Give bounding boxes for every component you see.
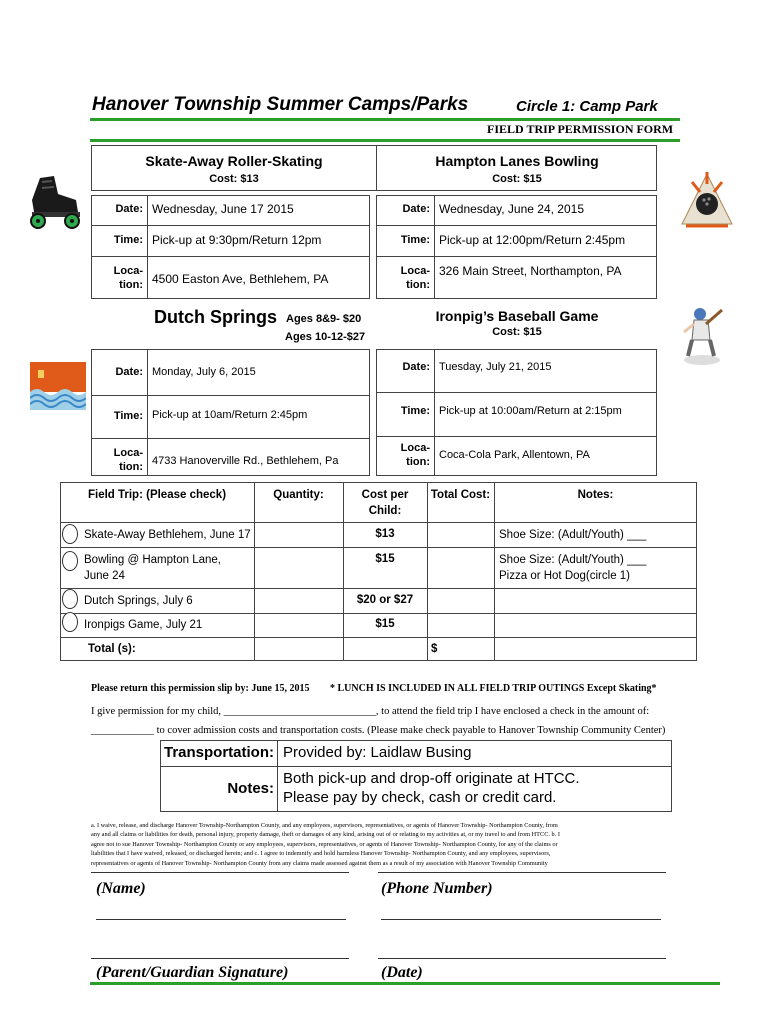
bowling-location-label-1: Loca- [400, 265, 430, 277]
bowling-location: 326 Main Street, Northampton, PA [439, 264, 622, 278]
dutch-date-label: Date: [115, 366, 143, 378]
col-cost-2: Child: [368, 505, 402, 517]
table-row-cost: $15 [375, 553, 395, 565]
permission-line-2: ____________ to cover admission costs and transportation costs. (Please make check payable to Hanover Township Community Center) [91, 725, 666, 736]
col-total: Total Cost: [430, 489, 491, 501]
table-row-trip: Ironpigs Game, July 21 [84, 619, 203, 631]
skate-date-label: Date: [115, 203, 143, 215]
name-label: (Name) [96, 880, 146, 897]
permission-line-1: I give permission for my child, _____________________________, to attend the field trip I have enclosed a check in the amount of: [91, 706, 650, 717]
waiver-text [91, 821, 560, 868]
ironpig-title: Ironpig’s Baseball Game [435, 308, 599, 324]
table-row-notes-2[interactable]: Pizza or Hot Dog(circle 1) [499, 570, 631, 582]
waiver-line: any and all claims or liabilities for death, personal injury, property damage, theft or damages of any kind, arising out of or relating to my activities at, or my travel to and from HTCC. b. I [91, 831, 560, 839]
table-row-cost: $13 [375, 528, 395, 540]
col-trip: Field Trip: (Please check) [87, 489, 227, 501]
col-quantity: Quantity: [273, 489, 324, 501]
waiver-line: agree not to sue Hanover Township- Northampton County or any employees, supervisors, representatives, or agents of Hanover Township- Northampton County, for any of the claims or [91, 840, 558, 848]
parent-signature-field[interactable] [91, 958, 349, 959]
lunch-note: * LUNCH IS INCLUDED IN ALL FIELD TRIP OUTINGS Except Skating* [330, 683, 657, 694]
skate-location-label-1: Loca- [113, 265, 143, 277]
skate-title: Skate-Away Roller-Skating [145, 153, 323, 169]
return-note: Please return this permission slip by: June 15, 2015 [91, 683, 310, 694]
notes-label: Notes: [227, 780, 274, 797]
header-divider-2 [90, 139, 680, 142]
ironpig-location: Coca-Cola Park, Allentown, PA [439, 449, 590, 461]
table-row-trip: Skate-Away Bethlehem, June 17 [84, 529, 251, 541]
phone-field[interactable] [381, 919, 661, 920]
skate-time-label: Time: [113, 234, 143, 246]
notes-line-2: Please pay by check, cash or credit card. [283, 789, 557, 806]
ironpig-date: Tuesday, July 21, 2015 [439, 361, 552, 373]
baseball-player-icon [676, 304, 726, 366]
transport-value: Provided by: Laidlaw Busing [283, 744, 472, 761]
table-row-cost: $20 or $27 [356, 594, 414, 606]
page-title: Hanover Township Summer Camps/Parks [92, 94, 469, 115]
swim-pool-icon [30, 362, 86, 410]
phone-label: (Phone Number) [381, 880, 493, 897]
ironpig-cost: Cost: $15 [492, 326, 542, 338]
dutch-location: 4733 Hanoverville Rd., Bethlehem, Pa [152, 455, 339, 467]
table-row-trip-2: June 24 [84, 570, 125, 582]
dutch-time: Pick-up at 10am/Return 2:45pm [152, 409, 308, 421]
bowling-cost: Cost: $15 [492, 173, 542, 185]
bowling-location-label-2: tion: [406, 279, 430, 291]
ironpig-date-label: Date: [402, 361, 430, 373]
checkbox-bowling[interactable] [62, 551, 78, 571]
skate-cost: Cost: $13 [209, 173, 259, 185]
skate-time: Pick-up at 9:30pm/Return 12pm [152, 233, 322, 247]
skate-date: Wednesday, June 17 2015 [152, 202, 294, 216]
ironpig-time-label: Time: [400, 405, 430, 417]
notes-line-1: Both pick-up and drop-off originate at HTCC. [283, 770, 580, 787]
form-title: FIELD TRIP PERMISSION FORM [487, 122, 674, 136]
ironpig-location-label-2: tion: [406, 456, 430, 468]
header-divider [90, 118, 680, 121]
total-label: Total (s): [88, 643, 136, 655]
table-row-trip: Bowling @ Hampton Lane, [84, 554, 221, 566]
table-row-notes[interactable]: Shoe Size: (Adult/Youth) ___ [499, 554, 647, 566]
dutch-location-label-1: Loca- [113, 447, 143, 459]
checkbox-skate[interactable] [62, 524, 78, 544]
dutch-title: Dutch Springs [154, 307, 278, 327]
checkbox-ironpigs[interactable] [62, 612, 78, 632]
bowling-date-label: Date: [402, 203, 430, 215]
bowling-icon [678, 170, 736, 230]
name-field[interactable] [96, 919, 346, 920]
checkbox-dutch[interactable] [62, 589, 78, 609]
parent-signature-label: (Parent/Guardian Signature) [96, 964, 289, 981]
ironpig-location-label-1: Loca- [400, 442, 430, 454]
skate-location: 4500 Easton Ave, Bethlehem, PA [152, 272, 329, 286]
bowling-title: Hampton Lanes Bowling [435, 153, 599, 169]
dutch-cost-2: Ages 10-12-$27 [285, 331, 366, 343]
bowling-date: Wednesday, June 24, 2015 [439, 202, 584, 216]
col-cost-1: Cost per [361, 489, 409, 501]
waiver-line: liabilities that I have waived, released, or discharged herein; and c. I agree to indemnify and hold harmless Hanover Township- Northampton County, and any employees, supervisors, [91, 850, 551, 858]
date-label: (Date) [381, 964, 423, 981]
waiver-line: representatives or agents of Hanover Township- Northampton County from any claims made assessed against them as a result of my association with Hanover Township Community [91, 859, 548, 867]
table-row-trip: Dutch Springs, July 6 [84, 595, 193, 607]
dutch-time-label: Time: [113, 410, 143, 422]
circle-choice[interactable]: Circle 1: Camp Park [516, 98, 658, 115]
col-notes: Notes: [577, 489, 614, 501]
table-row-notes[interactable]: Shoe Size: (Adult/Youth) ___ [499, 529, 647, 541]
skate-location-label-2: tion: [119, 279, 143, 291]
table-row-cost: $15 [375, 618, 395, 630]
ironpig-time: Pick-up at 10:00am/Return at 2:15pm [439, 405, 622, 417]
footer-divider [90, 982, 720, 985]
bowling-time: Pick-up at 12:00pm/Return 2:45pm [439, 233, 626, 247]
transport-label: Transportation: [163, 744, 274, 761]
roller-skate-icon [24, 170, 86, 232]
total-dollar[interactable]: $ [431, 643, 438, 655]
dutch-cost-1: Ages 8&9- $20 [286, 313, 362, 325]
dutch-location-label-2: tion: [119, 461, 143, 473]
date-field[interactable] [378, 958, 666, 959]
dutch-date: Monday, July 6, 2015 [152, 366, 256, 378]
bowling-time-label: Time: [400, 234, 430, 246]
waiver-line: a. I waive, release, and discharge Hanover Township-Northampton County, and any employees, supervisors, representatives, or agents of Hanover Township- Northampton County, from [91, 822, 558, 829]
